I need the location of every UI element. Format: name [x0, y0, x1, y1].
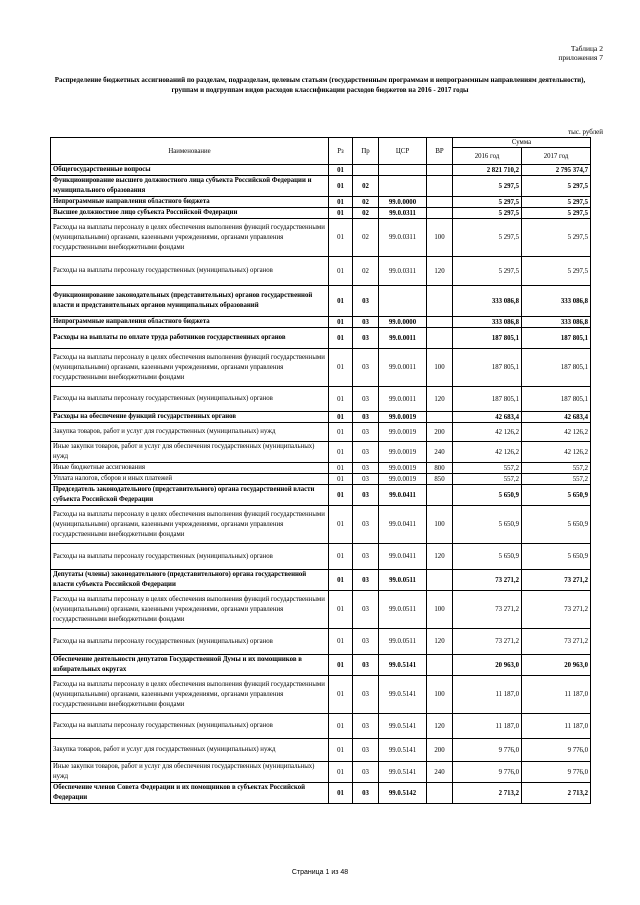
table-row	[51, 423, 591, 442]
cell-2017: 5 297,5	[522, 208, 591, 219]
cell-vr: 240	[427, 442, 453, 463]
cell-2016: 5 297,5	[453, 197, 522, 208]
cell-name: Иные бюджетные ассигнования	[51, 463, 329, 474]
cell-2017: 42 126,2	[522, 423, 591, 442]
cell-name: Расходы на выплаты персоналу в целях обеспечения выполнения функций государственными (муниципальными) органами, казенными учреждениями, органами управления государственными внебюджетными фондами	[51, 676, 329, 714]
cell-2016: 9 776,0	[453, 762, 522, 783]
cell-csr: 99.0.0000	[379, 317, 427, 328]
cell-name: Расходы на обеспечение функций государственных органов	[51, 412, 329, 423]
cell-vr: 100	[427, 219, 453, 257]
cell-2017: 9 776,0	[522, 739, 591, 762]
cell-vr: 120	[427, 544, 453, 570]
table-row	[51, 739, 591, 762]
cell-rz: 01	[329, 349, 353, 387]
table-row	[51, 591, 591, 629]
cell-csr: 99.0.0000	[379, 197, 427, 208]
cell-2017: 20 963,0	[522, 655, 591, 676]
cell-csr: 99.0.0511	[379, 629, 427, 655]
cell-pr: 03	[353, 463, 379, 474]
cell-name: Расходы на выплаты по оплате труда работников государственных органов	[51, 328, 329, 349]
cell-2017: 333 086,8	[522, 317, 591, 328]
document-title: Распределение бюджетных ассигнований по разделам, подразделам, целевым статьям (государственным программам и непрограммным направлениям деятельности), группам и подгруппам видов расходов классификации расходов бюджетов на 2016 - 2017 годы	[54, 76, 586, 94]
table-row	[51, 257, 591, 286]
table-row	[51, 317, 591, 328]
cell-csr: 99.0.0411	[379, 544, 427, 570]
cell-2016: 5 297,5	[453, 257, 522, 286]
table-row	[51, 783, 591, 804]
table-row	[51, 412, 591, 423]
cell-2017: 11 187,0	[522, 676, 591, 714]
cell-name: Обеспечение членов Совета Федерации и их помощников в субъектах Российской Федерации	[51, 783, 329, 804]
cell-2017: 9 776,0	[522, 762, 591, 783]
cell-name: Общегосударственные вопросы	[51, 165, 329, 176]
cell-csr: 99.0.0019	[379, 463, 427, 474]
cell-vr	[427, 655, 453, 676]
cell-rz: 01	[329, 463, 353, 474]
cell-name: Закупка товаров, работ и услуг для государственных (муниципальных) нужд	[51, 423, 329, 442]
cell-2017: 187 805,1	[522, 387, 591, 412]
col-header-2017: 2017 год	[522, 148, 591, 165]
cell-pr: 03	[353, 783, 379, 804]
cell-name: Иные закупки товаров, работ и услуг для обеспечения государственных (муниципальных) нужд	[51, 762, 329, 783]
cell-name: Функционирование законодательных (представительных) органов государственной власти и представительных органов муниципальных образований	[51, 286, 329, 317]
table-row	[51, 442, 591, 463]
cell-rz: 01	[329, 197, 353, 208]
table-row	[51, 485, 591, 506]
cell-2017: 187 805,1	[522, 328, 591, 349]
cell-rz: 01	[329, 219, 353, 257]
cell-pr: 03	[353, 714, 379, 739]
cell-2017: 42 683,4	[522, 412, 591, 423]
budget-table	[50, 137, 591, 804]
cell-rz: 01	[329, 485, 353, 506]
table-row	[51, 762, 591, 783]
cell-2016: 2 713,2	[453, 783, 522, 804]
col-header-pr: Пр	[353, 138, 379, 165]
cell-name: Расходы на выплаты персоналу в целях обеспечения выполнения функций государственными (муниципальными) органами, казенными учреждениями, органами управления государственными внебюджетными фондами	[51, 506, 329, 544]
cell-vr: 100	[427, 676, 453, 714]
cell-vr: 100	[427, 591, 453, 629]
cell-vr	[427, 783, 453, 804]
cell-csr	[379, 176, 427, 197]
cell-pr: 03	[353, 423, 379, 442]
cell-2016: 42 683,4	[453, 412, 522, 423]
cell-pr: 03	[353, 328, 379, 349]
cell-vr: 850	[427, 474, 453, 485]
cell-2017: 42 126,2	[522, 442, 591, 463]
cell-2016: 11 187,0	[453, 714, 522, 739]
cell-2016: 5 297,5	[453, 176, 522, 197]
cell-csr: 99.0.0019	[379, 442, 427, 463]
col-header-rz: Рз	[329, 138, 353, 165]
cell-2016: 187 805,1	[453, 328, 522, 349]
cell-vr: 200	[427, 423, 453, 442]
cell-csr: 99.0.0011	[379, 328, 427, 349]
cell-name: Непрограммные направления областного бюджета	[51, 317, 329, 328]
cell-rz: 01	[329, 165, 353, 176]
cell-pr: 03	[353, 412, 379, 423]
appendix-label: приложения 7	[558, 53, 603, 62]
cell-vr: 120	[427, 629, 453, 655]
cell-2016: 5 650,9	[453, 506, 522, 544]
cell-name: Расходы на выплаты персоналу государственных (муниципальных) органов	[51, 714, 329, 739]
cell-pr: 03	[353, 762, 379, 783]
cell-2017: 5 650,9	[522, 544, 591, 570]
cell-2016: 333 086,8	[453, 286, 522, 317]
cell-name: Расходы на выплаты персоналу государственных (муниципальных) органов	[51, 544, 329, 570]
table-row	[51, 629, 591, 655]
cell-name: Расходы на выплаты персоналу государственных (муниципальных) органов	[51, 387, 329, 412]
cell-csr: 99.0.5142	[379, 783, 427, 804]
cell-rz: 01	[329, 762, 353, 783]
table-row	[51, 219, 591, 257]
cell-rz: 01	[329, 739, 353, 762]
table-row	[51, 208, 591, 219]
table-row	[51, 676, 591, 714]
cell-vr	[427, 176, 453, 197]
table-number: Таблица 2	[570, 44, 603, 53]
cell-name: Расходы на выплаты персоналу в целях обеспечения выполнения функций государственными (муниципальными) органами, казенными учреждениями, органами управления государственными внебюджетными фондами	[51, 349, 329, 387]
page-footer: Страница 1 из 48	[291, 869, 349, 876]
cell-2016: 73 271,2	[453, 629, 522, 655]
cell-rz: 01	[329, 544, 353, 570]
table-row	[51, 463, 591, 474]
cell-vr	[427, 570, 453, 591]
cell-2017: 5 297,5	[522, 197, 591, 208]
cell-vr	[427, 197, 453, 208]
cell-vr: 240	[427, 762, 453, 783]
cell-name: Расходы на выплаты персоналу государственных (муниципальных) органов	[51, 629, 329, 655]
cell-pr: 03	[353, 591, 379, 629]
col-header-sum: Сумма	[453, 138, 591, 148]
cell-csr: 99.0.0411	[379, 506, 427, 544]
cell-csr: 99.0.0511	[379, 591, 427, 629]
cell-pr: 03	[353, 442, 379, 463]
cell-vr: 100	[427, 349, 453, 387]
cell-rz: 01	[329, 474, 353, 485]
cell-csr: 99.0.5141	[379, 655, 427, 676]
cell-pr: 03	[353, 655, 379, 676]
cell-2017: 11 187,0	[522, 714, 591, 739]
cell-2016: 73 271,2	[453, 591, 522, 629]
cell-2017: 557,2	[522, 474, 591, 485]
cell-2017: 187 805,1	[522, 349, 591, 387]
cell-2016: 5 650,9	[453, 485, 522, 506]
cell-rz: 01	[329, 387, 353, 412]
cell-pr: 03	[353, 317, 379, 328]
table-row	[51, 506, 591, 544]
cell-pr: 03	[353, 349, 379, 387]
cell-csr: 99.0.0019	[379, 412, 427, 423]
cell-2016: 9 776,0	[453, 739, 522, 762]
cell-vr: 120	[427, 714, 453, 739]
cell-rz: 01	[329, 423, 353, 442]
cell-2017: 5 650,9	[522, 485, 591, 506]
unit-label: тыс. рублей	[568, 128, 603, 136]
cell-2017: 73 271,2	[522, 591, 591, 629]
cell-2016: 11 187,0	[453, 676, 522, 714]
cell-name: Функционирование высшего должностного лица субъекта Российской Федерации и муниципального образования	[51, 176, 329, 197]
col-header-vr: ВР	[427, 138, 453, 165]
cell-name: Депутаты (члены) законодательного (представительного) органа государственной власти субъекта Российской Федерации	[51, 570, 329, 591]
cell-rz: 01	[329, 412, 353, 423]
cell-rz: 01	[329, 783, 353, 804]
cell-2017: 5 650,9	[522, 506, 591, 544]
cell-pr: 02	[353, 197, 379, 208]
cell-2016: 2 821 710,2	[453, 165, 522, 176]
cell-csr: 99.0.0511	[379, 570, 427, 591]
cell-pr: 03	[353, 570, 379, 591]
cell-pr	[353, 165, 379, 176]
cell-2017: 2 795 374,7	[522, 165, 591, 176]
cell-name: Обеспечение деятельности депутатов Государственной Думы и их помощников в избирательных округах	[51, 655, 329, 676]
cell-2017: 5 297,5	[522, 176, 591, 197]
cell-vr	[427, 328, 453, 349]
cell-rz: 01	[329, 317, 353, 328]
cell-name: Расходы на выплаты персоналу в целях обеспечения выполнения функций государственными (муниципальными) органами, казенными учреждениями, органами управления государственными внебюджетными фондами	[51, 591, 329, 629]
cell-vr	[427, 412, 453, 423]
cell-vr: 120	[427, 387, 453, 412]
cell-vr: 200	[427, 739, 453, 762]
cell-rz: 01	[329, 506, 353, 544]
cell-vr	[427, 165, 453, 176]
table-row	[51, 570, 591, 591]
cell-name: Непрограммные направления областного бюджета	[51, 197, 329, 208]
table-body	[51, 165, 591, 804]
cell-pr: 03	[353, 387, 379, 412]
col-header-2016: 2016 год	[453, 148, 522, 165]
cell-rz: 01	[329, 286, 353, 317]
table-row	[51, 544, 591, 570]
cell-2016: 42 126,2	[453, 442, 522, 463]
cell-name: Председатель законодательного (представительного) органа государственной власти субъекта Российской Федерации	[51, 485, 329, 506]
cell-2017: 5 297,5	[522, 257, 591, 286]
cell-pr: 03	[353, 739, 379, 762]
col-header-csr: ЦСР	[379, 138, 427, 165]
cell-vr	[427, 286, 453, 317]
cell-csr	[379, 286, 427, 317]
table-row	[51, 387, 591, 412]
table-row	[51, 286, 591, 317]
cell-rz: 01	[329, 208, 353, 219]
cell-csr: 99.0.0311	[379, 208, 427, 219]
cell-pr: 02	[353, 219, 379, 257]
cell-name: Высшее должностное лицо субъекта Российской Федерации	[51, 208, 329, 219]
table-row	[51, 197, 591, 208]
cell-2016: 557,2	[453, 463, 522, 474]
cell-2017: 5 297,5	[522, 219, 591, 257]
cell-rz: 01	[329, 591, 353, 629]
cell-rz: 01	[329, 629, 353, 655]
cell-vr: 120	[427, 257, 453, 286]
cell-csr: 99.0.0011	[379, 387, 427, 412]
cell-2016: 42 126,2	[453, 423, 522, 442]
table-row	[51, 176, 591, 197]
table-row	[51, 714, 591, 739]
cell-csr: 99.0.0411	[379, 485, 427, 506]
cell-csr: 99.0.0019	[379, 474, 427, 485]
table-row	[51, 349, 591, 387]
col-header-name: Наименование	[51, 138, 329, 165]
cell-2016: 20 963,0	[453, 655, 522, 676]
cell-csr: 99.0.5141	[379, 739, 427, 762]
cell-2016: 5 650,9	[453, 544, 522, 570]
cell-csr: 99.0.5141	[379, 762, 427, 783]
cell-rz: 01	[329, 570, 353, 591]
cell-csr: 99.0.0311	[379, 257, 427, 286]
cell-name: Уплата налогов, сборов и иных платежей	[51, 474, 329, 485]
cell-csr: 99.0.0311	[379, 219, 427, 257]
cell-rz: 01	[329, 714, 353, 739]
cell-2017: 557,2	[522, 463, 591, 474]
cell-2017: 2 713,2	[522, 783, 591, 804]
cell-pr: 03	[353, 286, 379, 317]
cell-2016: 187 805,1	[453, 387, 522, 412]
cell-rz: 01	[329, 676, 353, 714]
cell-2017: 333 086,8	[522, 286, 591, 317]
cell-2016: 73 271,2	[453, 570, 522, 591]
cell-pr: 03	[353, 474, 379, 485]
cell-pr: 03	[353, 506, 379, 544]
cell-2016: 187 805,1	[453, 349, 522, 387]
cell-pr: 03	[353, 485, 379, 506]
cell-2017: 73 271,2	[522, 570, 591, 591]
cell-csr	[379, 165, 427, 176]
cell-pr: 02	[353, 208, 379, 219]
table-row	[51, 328, 591, 349]
cell-vr: 100	[427, 506, 453, 544]
cell-vr	[427, 485, 453, 506]
cell-csr: 99.0.5141	[379, 676, 427, 714]
cell-2016: 5 297,5	[453, 219, 522, 257]
cell-vr: 800	[427, 463, 453, 474]
cell-vr	[427, 208, 453, 219]
cell-pr: 02	[353, 257, 379, 286]
table-row	[51, 655, 591, 676]
cell-name: Расходы на выплаты персоналу в целях обеспечения выполнения функций государственными (муниципальными) органами, казенными учреждениями, органами управления государственными внебюджетными фондами	[51, 219, 329, 257]
cell-2017: 73 271,2	[522, 629, 591, 655]
cell-2016: 333 086,8	[453, 317, 522, 328]
cell-rz: 01	[329, 176, 353, 197]
cell-pr: 03	[353, 676, 379, 714]
cell-rz: 01	[329, 442, 353, 463]
cell-name: Закупка товаров, работ и услуг для государственных (муниципальных) нужд	[51, 739, 329, 762]
table-row	[51, 165, 591, 176]
cell-rz: 01	[329, 257, 353, 286]
cell-csr: 99.0.0011	[379, 349, 427, 387]
cell-rz: 01	[329, 328, 353, 349]
cell-vr	[427, 317, 453, 328]
cell-pr: 03	[353, 629, 379, 655]
cell-2016: 557,2	[453, 474, 522, 485]
cell-2016: 5 297,5	[453, 208, 522, 219]
cell-rz: 01	[329, 655, 353, 676]
cell-name: Расходы на выплаты персоналу государственных (муниципальных) органов	[51, 257, 329, 286]
cell-pr: 03	[353, 544, 379, 570]
cell-name: Иные закупки товаров, работ и услуг для обеспечения государственных (муниципальных) нужд	[51, 442, 329, 463]
cell-csr: 99.0.5141	[379, 714, 427, 739]
cell-csr: 99.0.0019	[379, 423, 427, 442]
cell-pr: 02	[353, 176, 379, 197]
table-row	[51, 474, 591, 485]
